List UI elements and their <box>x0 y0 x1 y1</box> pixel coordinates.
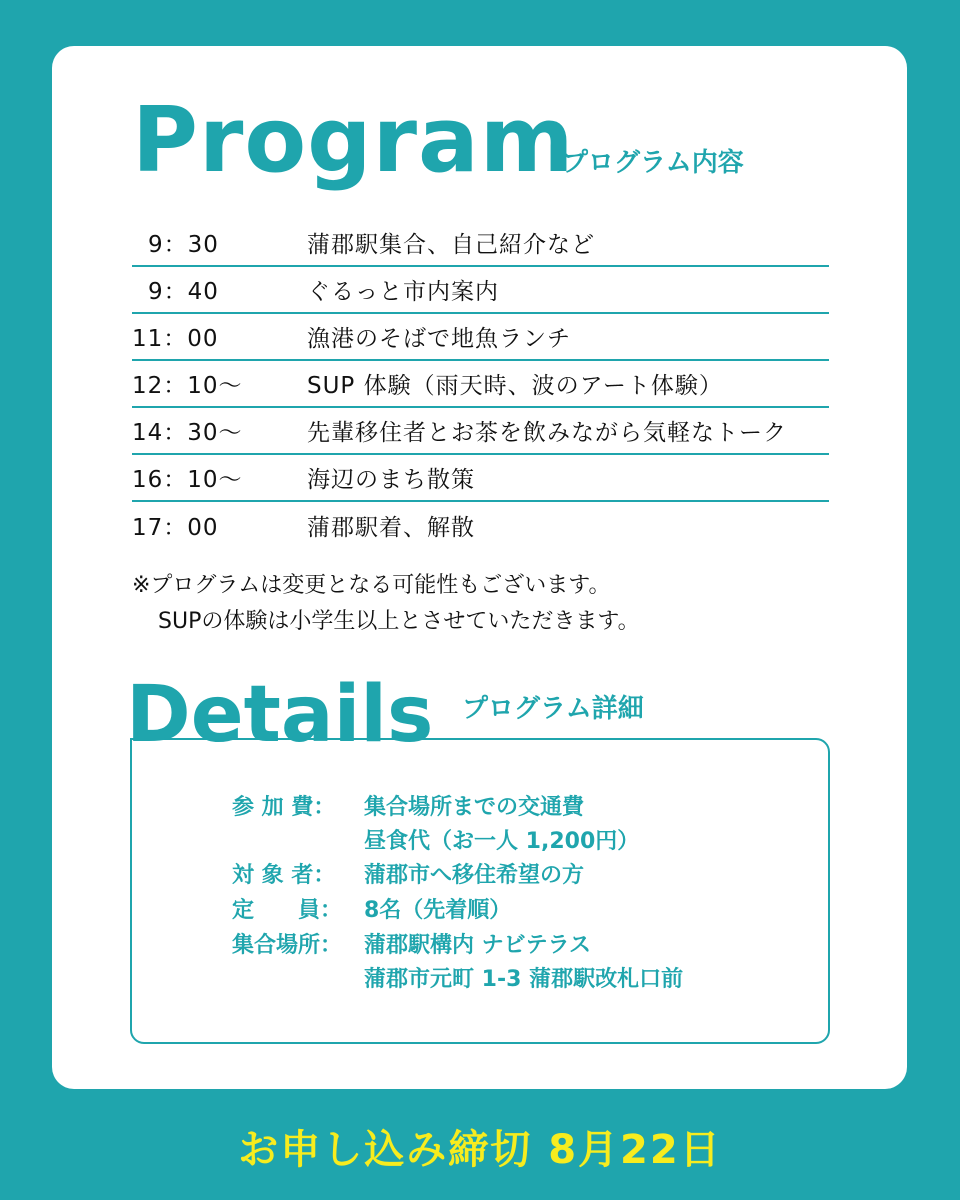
details-box <box>130 738 830 1044</box>
program-subtitle: プログラム内容 <box>562 148 744 178</box>
schedule-desc: SUP 体験（雨天時、波のアート体験） <box>307 373 723 399</box>
meeting-label: 集合場所： <box>232 933 343 958</box>
target-value: 蒲郡市へ移住希望の方 <box>364 863 585 888</box>
schedule-desc: 漁港のそばで地魚ランチ <box>307 326 571 352</box>
capacity-label: 定 員： <box>232 898 343 923</box>
schedule-time: 17：00 <box>132 515 219 541</box>
fee-label: 参 加 費： <box>232 795 336 820</box>
schedule-desc: 先輩移住者とお茶を飲みながら気軽なトーク <box>307 420 787 446</box>
schedule-desc: 蒲郡駅着、解散 <box>307 515 475 541</box>
content-card <box>52 46 907 1089</box>
details-title: Details <box>126 670 434 760</box>
program-note <box>132 568 640 640</box>
schedule-time: 9：40 <box>148 279 219 305</box>
schedule-desc: ぐるっと市内案内 <box>307 279 499 305</box>
details-row-capacity <box>232 893 511 924</box>
schedule-desc: 海辺のまち散策 <box>307 467 475 493</box>
program-title: Program <box>132 88 575 193</box>
fee-value: 昼食代（お一人 1,200円） <box>364 829 640 854</box>
schedule-time: 16：10～ <box>132 467 243 493</box>
schedule-row <box>132 220 829 267</box>
note-line: SUPの体験は小学生以上とさせていただきます。 <box>158 609 640 634</box>
schedule-list <box>132 220 829 549</box>
schedule-time: 9：30 <box>148 232 219 258</box>
details-row-meeting <box>232 928 591 959</box>
meeting-address: 蒲郡市元町 1-3 蒲郡駅改札口前 <box>364 967 684 992</box>
schedule-row <box>132 361 829 408</box>
details-subtitle: プログラム詳細 <box>462 694 644 724</box>
meeting-value: 蒲郡駅構内 ナビテラス <box>364 933 591 958</box>
note-line: ※プログラムは変更となる可能性もございます。 <box>132 573 611 598</box>
schedule-desc: 蒲郡駅集合、自己紹介など <box>307 232 595 258</box>
capacity-value: 8名（先着順） <box>364 898 512 923</box>
schedule-time: 11：00 <box>132 326 219 352</box>
details-row-target <box>232 858 584 889</box>
schedule-time: 14：30～ <box>132 420 243 446</box>
schedule-row <box>132 502 829 549</box>
target-label: 対 象 者： <box>232 863 336 888</box>
schedule-row <box>132 314 829 361</box>
deadline-banner: お申し込み締切 8月22日 <box>238 1127 722 1173</box>
details-row-meeting-2 <box>232 962 683 993</box>
schedule-row <box>132 455 829 502</box>
details-row-fee <box>232 790 584 821</box>
fee-value: 集合場所までの交通費 <box>364 795 585 820</box>
schedule-row <box>132 408 829 455</box>
schedule-time: 12：10～ <box>132 373 243 399</box>
details-row-fee-2 <box>232 824 639 855</box>
schedule-row <box>132 267 829 314</box>
